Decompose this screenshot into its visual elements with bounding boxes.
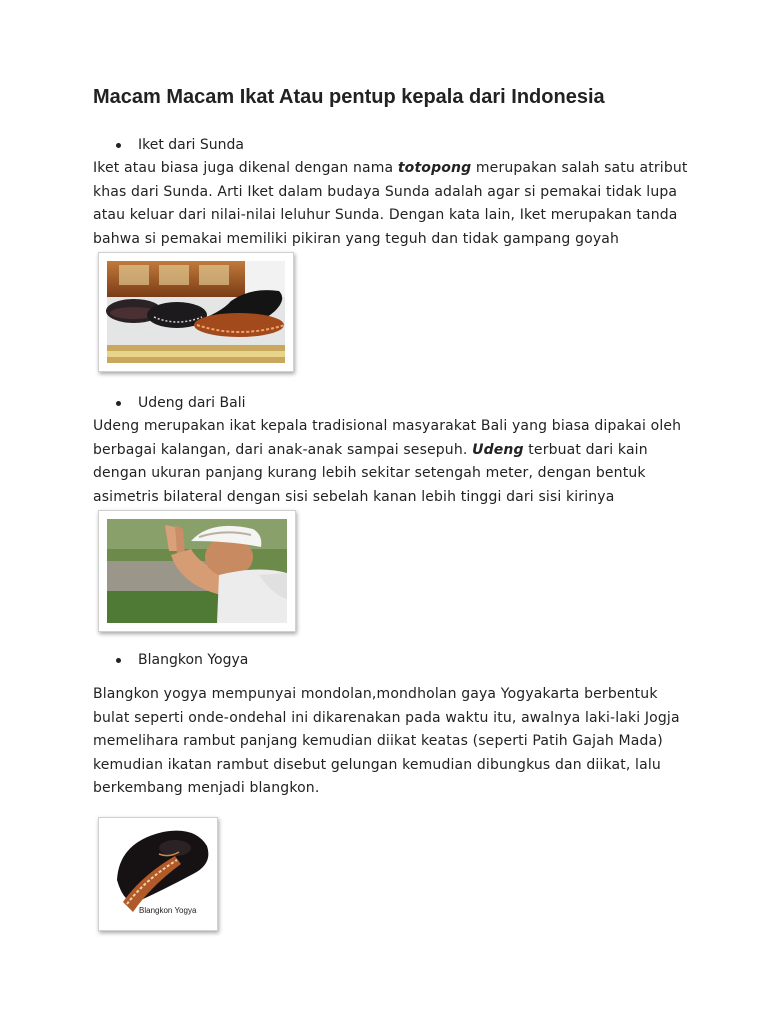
bullet-dot: [116, 401, 121, 406]
paragraph-udeng-bali: Udeng merupakan ikat kepala tradisional masyarakat Bali yang biasa dipakai oleh berbagai kalangan, dari anak-anak sampai sesepuh. Udeng terbuat dari kain dengan ukuran panjang kurang lebih sekitar setengah meter, dengan bentuk asimetris bilateral dengan sisi sebelah kanan lebih tinggi dari sisi kirinya: [93, 418, 682, 505]
emphasis-totopong: totopong: [397, 160, 472, 176]
bullet-label: Udeng dari Bali: [138, 395, 246, 411]
page-title: Macam Macam Ikat Atau pentup kepala dari Indonesia: [93, 86, 605, 108]
paragraph-blangkon-yogya: Blangkon yogya mempunyai mondolan,mondholan gaya Yogyakarta berbentuk bulat seperti onde-ondehal ini dikarenakan pada waktu itu, awalnya laki-laki Jogja memelihara rambut panjang kemudian diikat keatas (seperti Patih Gajah Mada) kemudian ikatan rambut disebut gelungan kemudian dibungkus dan diikat, lalu berkembang menjadi blangkon.: [93, 686, 680, 796]
image-blangkon-yogya: [98, 817, 218, 931]
image-caption: Blangkon Yogya: [139, 906, 197, 915]
image-udeng-bali: [98, 510, 296, 632]
list-item-blangkon-yogya: [116, 652, 248, 668]
image-iket-sunda: [98, 252, 294, 372]
bullet-label: Iket dari Sunda: [138, 137, 244, 153]
bullet-label: Blangkon Yogya: [138, 652, 249, 668]
emphasis-udeng: Udeng: [472, 441, 524, 458]
paragraph-iket-sunda: Iket atau biasa juga dikenal dengan nama totopong merupakan salah satu atribut khas dari Sunda. Arti Iket dalam budaya Sunda adalah agar si pemakai tidak lupa atau keluar dari nilai-nilai leluhur Sunda. Dengan kata lain, Iket merupakan tanda bahwa si pemakai memiliki pikiran yang teguh dan tidak gampang goyah: [93, 160, 688, 247]
list-item-udeng-bali: [116, 395, 245, 411]
list-item-iket-sunda: [116, 137, 244, 153]
bullet-dot: [116, 143, 121, 148]
bullet-dot: [116, 658, 121, 663]
